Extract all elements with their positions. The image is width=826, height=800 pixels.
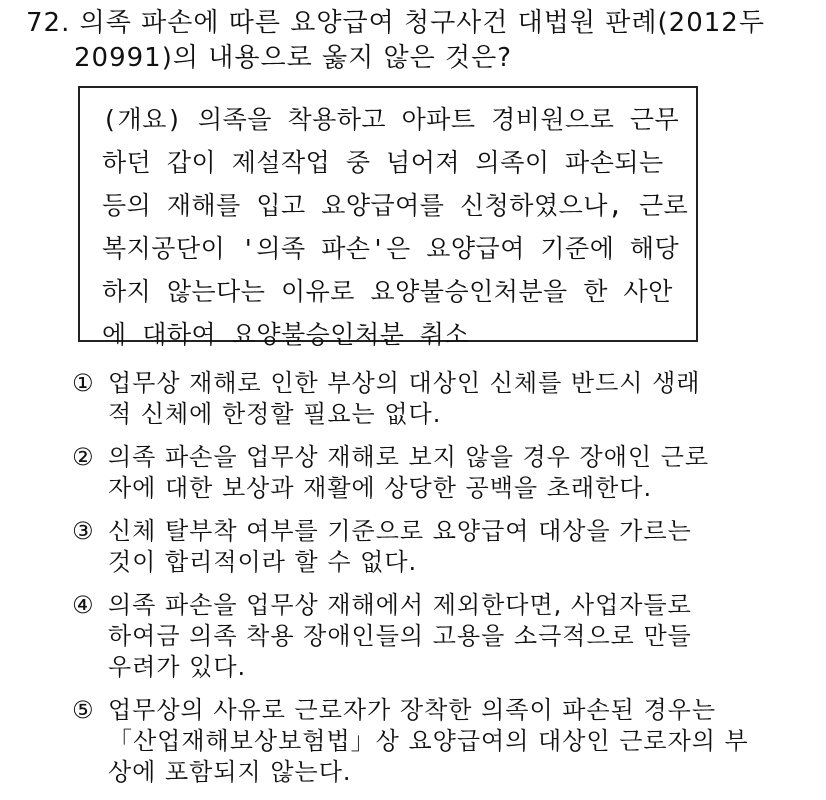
option-number: ③ — [72, 517, 95, 545]
option-text: 자에 대한 보상과 재활에 상당한 공백을 초래한다. — [108, 474, 653, 502]
option-4[interactable] — [72, 590, 812, 683]
option-1[interactable] — [72, 368, 812, 430]
case-summary-line: 등의 재해를 입고 요양급여를 신청하였으나, 근로 — [102, 191, 689, 220]
option-text: 하여금 의족 착용 장애인들의 고용을 소극적으로 만들 — [108, 622, 692, 650]
option-text: 업무상의 사유로 근로자가 장착한 의족이 파손된 경우는 — [108, 696, 717, 724]
option-text: 신체 탈부착 여부를 기준으로 요양급여 대상을 가르는 — [108, 517, 692, 545]
case-summary-line: 복지공단이 '의족 파손'은 요양급여 기준에 해당 — [102, 234, 680, 263]
option-text: 것이 합리적이라 할 수 없다. — [108, 548, 418, 576]
option-text: 업무상 재해로 인한 부상의 대상인 신체를 반드시 생래 — [108, 369, 701, 397]
option-5[interactable] — [72, 695, 812, 788]
case-summary-line: 에 대하여 요양불승인처분 취소 — [102, 320, 470, 349]
question-line: 72. 의족 파손에 따른 요양급여 청구사건 대법원 판례(2012두 — [26, 8, 765, 38]
case-summary-line: 하던 갑이 제설작업 중 넘어져 의족이 파손되는 — [102, 148, 664, 177]
option-number: ① — [72, 369, 95, 397]
option-number: ⑤ — [72, 696, 95, 724]
option-3[interactable] — [72, 516, 812, 578]
option-number: ④ — [72, 591, 95, 619]
case-summary-line: 하지 않는다는 이유로 요양불승인처분을 한 사안 — [102, 277, 673, 306]
question-text — [26, 6, 796, 76]
option-text: 우려가 있다. — [108, 653, 247, 681]
option-text: 상에 포함되지 않는다. — [108, 758, 352, 786]
question-line: 20991)의 내용으로 옳지 않은 것은? — [74, 43, 512, 73]
answer-options — [72, 368, 812, 800]
case-summary-line: (개요) 의족을 착용하고 아파트 경비원으로 근무 — [102, 105, 680, 134]
option-text: 의족 파손을 업무상 재해로 보지 않을 경우 장애인 근로 — [108, 443, 710, 471]
option-text: 의족 파손을 업무상 재해에서 제외한다면, 사업자들로 — [108, 591, 692, 619]
option-text: 적 신체에 한정할 필요는 없다. — [108, 400, 442, 428]
option-2[interactable] — [72, 442, 812, 504]
option-text: 「산업재해보상보험법」상 요양급여의 대상인 근로자의 부 — [108, 727, 749, 755]
case-summary-box — [78, 86, 698, 349]
option-number: ② — [72, 443, 95, 471]
